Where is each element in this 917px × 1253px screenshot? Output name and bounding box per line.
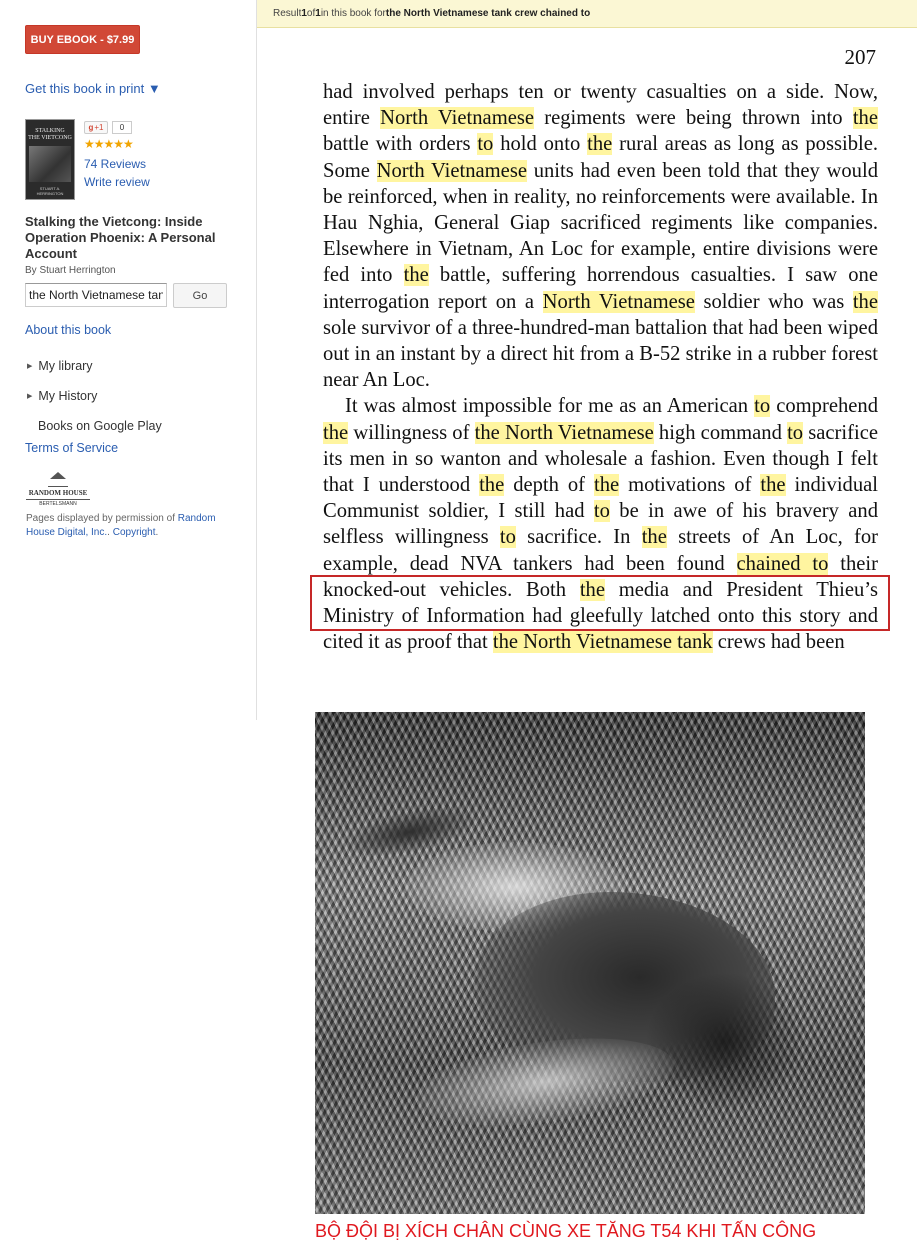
search-term-highlight: North Vietnamese: [380, 107, 535, 130]
terms-of-service-link[interactable]: Terms of Service: [25, 441, 119, 455]
page-text-run: media and President Thieu’s Ministry of Information had gleefully latched onto this story and cited it as proof that: [323, 578, 878, 654]
page-text-run: rural areas as long as possible. Some: [323, 133, 879, 182]
house-icon: [48, 472, 68, 487]
star-rating: ★★★★★: [84, 137, 133, 151]
search-term-highlight: the: [323, 421, 349, 444]
book-cover-thumbnail[interactable]: [25, 119, 75, 200]
page-text-run: regiments were being thrown into: [534, 107, 853, 130]
search-term-highlight: the: [479, 474, 505, 497]
nav-my-library[interactable]: ▶ My library: [27, 359, 93, 373]
page-text-run: individual Communist soldier, I still had: [323, 474, 878, 523]
page-text-run: crews had been: [712, 631, 845, 654]
page-text-run: It was almost impossible for me as an American: [345, 395, 755, 418]
page-paragraph: [323, 79, 878, 393]
nav-books-on-google-play[interactable]: Books on Google Play: [38, 419, 162, 433]
page-text-run: sole survivor of a three-hundred-man battalion that had been wiped out in an instant by a direct hit from a B-52 strike in a rubber forest near An Loc.: [323, 316, 878, 392]
page-text-run: sacrifice its men in so wanton and wholesale a fashion. Even though I felt that I understood: [323, 421, 878, 497]
page-text-run: their knocked-out vehicles. Both: [323, 552, 879, 601]
page-text-run: motivations of: [619, 474, 761, 497]
search-term-highlight: to: [593, 500, 610, 523]
search-term-highlight: the North Vietnamese: [474, 421, 654, 444]
search-term-highlight: the: [852, 107, 878, 130]
copyright-link[interactable]: Copyright: [112, 527, 156, 538]
page-text-run: battle with orders: [323, 133, 478, 156]
search-term-highlight: North Vietnamese: [376, 159, 527, 182]
search-term-highlight: the: [579, 578, 605, 601]
book-author: By Stuart Herrington: [25, 265, 116, 276]
page-text-run: soldier who was: [694, 290, 853, 313]
search-term-highlight: chained to: [736, 552, 829, 575]
page-number: 207: [844, 45, 876, 69]
page-text-run: be in awe of his bravery and selfless willingness: [323, 500, 878, 549]
cover-image: [29, 146, 71, 182]
permission-notice: Pages displayed by permission of Random House Digital, Inc.. Copyright.: [26, 513, 216, 538]
publisher-link[interactable]: Random House Digital, Inc.: [26, 513, 216, 538]
search-term-highlight: the: [852, 290, 878, 313]
page-text-run: sacrifice. In: [515, 526, 642, 549]
page-text-run: comprehend: [770, 395, 878, 418]
search-term-highlight: to: [477, 133, 494, 156]
page-text-run: hold onto: [493, 133, 588, 156]
page-text-run: had involved perhaps ten or twenty casualties on a side. Now, entire: [323, 81, 878, 130]
search-go-button[interactable]: Go: [173, 283, 227, 308]
book-page-text: [323, 79, 878, 655]
page-text-run: depth of: [504, 474, 594, 497]
cover-title: STALKING THE VIETCONG: [28, 128, 72, 141]
search-in-book-input[interactable]: [25, 283, 167, 307]
triangle-right-icon: ▶: [27, 393, 33, 400]
war-photo: [315, 712, 865, 1214]
reviews-link[interactable]: 74 Reviews: [84, 157, 147, 171]
search-term-highlight: to: [754, 395, 771, 418]
page-text-run: willingness of: [348, 421, 475, 444]
search-term-highlight: the: [403, 264, 429, 287]
plus-one-count: 0: [112, 121, 132, 134]
write-review-link[interactable]: Write review: [84, 175, 150, 189]
page-text-run: battle, suffering horrendous casualties. I saw one interrogation report on a: [323, 264, 878, 313]
sidebar: [0, 0, 255, 720]
search-term-highlight: to: [787, 421, 804, 444]
google-plus-one-button[interactable]: g +1: [84, 121, 108, 134]
page-text-run: units had even been told that they would be reinforced, when in reality, no reinforcements were available. In Hau Nghia, General Giap sacrificed regiments like companies. Elsewhere in Vietnam, An Loc for example, entire divisions were fed into: [323, 159, 879, 287]
page-text-run: high command: [653, 421, 788, 444]
page-text-run: streets of An Loc, for example, dead NVA tankers had been found: [323, 526, 879, 575]
search-term-highlight: the: [641, 526, 667, 549]
search-term-highlight: the: [587, 133, 613, 156]
search-term-highlight: the North Vietnamese tank: [492, 631, 713, 654]
page-paragraph: [323, 393, 878, 655]
search-term-highlight: the: [593, 474, 620, 497]
search-term-highlight: North Vietnamese: [542, 290, 695, 313]
get-book-in-print-link[interactable]: Get this book in print ▼: [25, 81, 161, 96]
nav-my-history[interactable]: ▶ My History: [27, 389, 98, 403]
book-page-viewer[interactable]: [256, 0, 917, 720]
photo-caption: BỘ ĐỘI BỊ XÍCH CHÂN CÙNG XE TĂNG T54 KHI TẤN CÔNG: [315, 1221, 817, 1241]
cover-author: STUART A. HERRINGTON: [36, 186, 64, 196]
search-result-bar: Result 1 of 1 in this book for the North Vietnamese tank crew chained to: [257, 0, 917, 28]
buy-ebook-button[interactable]: BUY EBOOK - $7.99: [25, 25, 140, 54]
google-plus-icon: g: [88, 123, 94, 132]
about-this-book-link[interactable]: About this book: [25, 323, 112, 337]
random-house-logo: RANDOM HOUSE BERTELSMANN: [26, 472, 90, 508]
search-term-highlight: the: [760, 474, 786, 497]
search-query: the North Vietnamese tank crew chained to: [385, 8, 591, 19]
search-term-highlight: to: [499, 526, 516, 549]
triangle-right-icon: ▶: [27, 363, 33, 370]
book-title: Stalking the Vietcong: Inside Operation Phoenix: A Personal Account: [25, 214, 216, 261]
